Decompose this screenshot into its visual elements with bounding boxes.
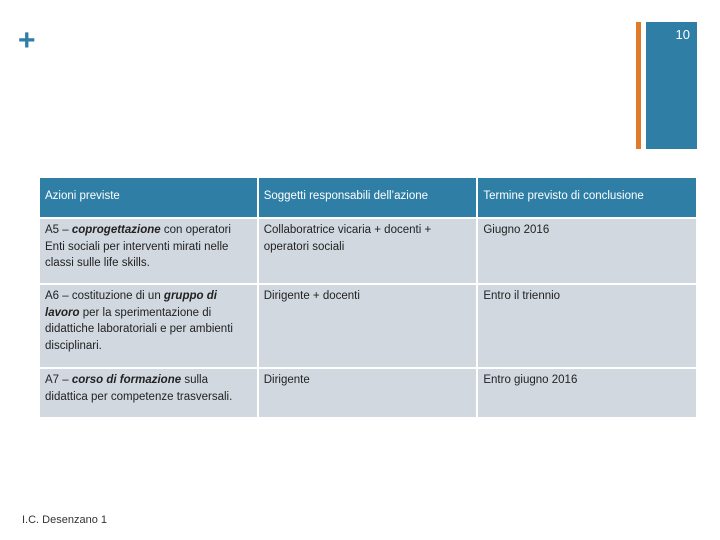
actions-table — [38, 176, 698, 419]
action-suffix: con operatori Enti sociali per interventi mirati nelle classi sulle life skills. — [45, 224, 231, 269]
plus-icon: + — [18, 24, 36, 57]
action-suffix: sulla didattica per competenze trasversali. — [45, 374, 233, 403]
header-deadline: Termine previsto di conclusione — [478, 178, 696, 217]
footer-text: I.C. Desenzano 1 — [22, 514, 107, 526]
action-prefix: A6 – costituzione di un — [45, 290, 164, 302]
orange-accent-bar — [636, 22, 641, 149]
action-emphasis: gruppo di lavoro — [45, 290, 217, 319]
table-row — [40, 219, 696, 283]
action-prefix: A5 – — [45, 224, 72, 236]
table-row — [40, 285, 696, 367]
action-cell — [40, 369, 257, 417]
deadline-cell: Giugno 2016 — [478, 219, 696, 283]
header-responsible: Soggetti responsabili dell’azione — [259, 178, 477, 217]
table-header-row — [40, 178, 696, 217]
responsible-cell: Collaboratrice vicaria + docenti + operatori sociali — [259, 219, 477, 283]
page-number: 10 — [675, 27, 690, 42]
action-cell — [40, 285, 257, 367]
table-row — [40, 369, 696, 417]
action-emphasis: coprogettazione — [71, 224, 161, 236]
action-emphasis: corso di formazione — [71, 374, 182, 386]
action-suffix: per la sperimentazione di didattiche laboratoriali e per ambienti disciplinari. — [45, 306, 233, 352]
deadline-cell: Entro giugno 2016 — [478, 369, 696, 417]
deadline-cell: Entro il triennio — [478, 285, 696, 367]
header-actions: Azioni previste — [40, 178, 257, 217]
action-prefix: A7 – — [45, 374, 72, 386]
responsible-cell: Dirigente + docenti — [259, 285, 477, 367]
responsible-cell: Dirigente — [259, 369, 477, 417]
action-cell — [40, 219, 257, 283]
